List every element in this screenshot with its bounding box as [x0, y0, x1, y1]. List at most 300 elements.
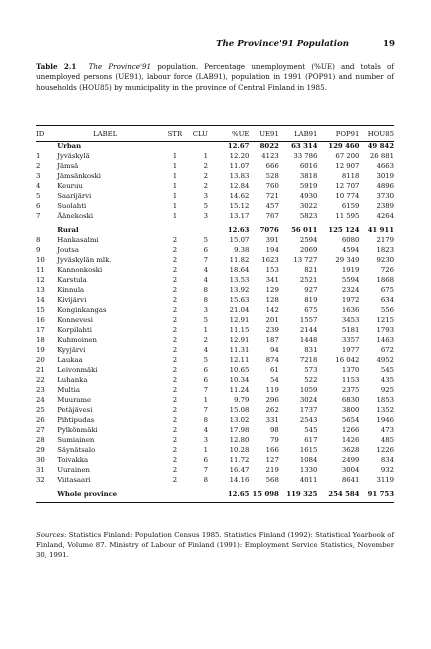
cell-str: 2 [172, 286, 178, 294]
cell-ue: 13.92 [229, 286, 250, 294]
cell-hou85: 672 [380, 346, 394, 354]
cell-hou85: 1215 [376, 316, 394, 324]
cell-clu: 2 [203, 336, 208, 344]
table-row [36, 475, 394, 485]
cell-ue91: 129 [265, 286, 279, 294]
cell-id [36, 225, 49, 235]
group-summary-row [36, 141, 394, 151]
cell-id: 24 [36, 396, 45, 404]
cell-ue: 12.65 [227, 490, 250, 498]
cell-str: 2 [172, 236, 178, 244]
cell-ue: 12.91 [229, 336, 250, 344]
cell-label: Jämsä [57, 162, 79, 170]
cell-str: 2 [172, 476, 178, 484]
cell-hou85: 4663 [376, 162, 394, 170]
cell-hou85: 1853 [376, 396, 394, 404]
cell-ue91: 7076 [259, 226, 279, 234]
table-row [36, 245, 394, 255]
cell-lab91: 522 [304, 376, 318, 384]
column-header-label: LABEL [93, 130, 118, 138]
cell-id: 11 [36, 266, 45, 274]
cell-id: 8 [36, 236, 41, 244]
cell-lab91: 1737 [299, 406, 318, 414]
cell-ue: 12.80 [229, 436, 250, 444]
cell-hou85: 634 [380, 296, 394, 304]
cell-pop91: 12 707 [335, 182, 360, 190]
cell-lab91: 56 011 [291, 226, 318, 234]
cell-ue91: 54 [270, 376, 279, 384]
cell-hou85: 4264 [376, 212, 394, 220]
cell-label: Whole province [57, 490, 118, 498]
table-row [36, 265, 394, 275]
cell-lab91: 617 [304, 436, 318, 444]
cell-clu: 3 [203, 212, 208, 220]
cell-str: 2 [172, 306, 178, 314]
cell-ue91: 666 [265, 162, 279, 170]
cell-ue91: 239 [265, 326, 279, 334]
cell-ue: 15.08 [229, 406, 250, 414]
cell-lab91: 3024 [299, 396, 318, 404]
cell-pop91: 8641 [341, 476, 360, 484]
cell-clu: 3 [203, 436, 208, 444]
cell-pop91: 1972 [341, 296, 360, 304]
cell-label: Korpilahti [57, 326, 92, 334]
cell-id: 26 [36, 416, 45, 424]
cell-ue91: 187 [265, 336, 279, 344]
cell-ue91: 296 [265, 396, 279, 404]
cell-ue: 17.98 [229, 426, 250, 434]
cell-ue: 11.31 [229, 346, 250, 354]
cell-str: 2 [172, 276, 178, 284]
cell-pop91: 1977 [341, 346, 360, 354]
cell-label: Kinnula [57, 286, 85, 294]
cell-ue91: 94 [270, 346, 279, 354]
cell-str: 2 [172, 466, 178, 474]
cell-hou85: 3019 [376, 172, 394, 180]
cell-id: 9 [36, 246, 41, 254]
cell-pop91: 2375 [341, 386, 360, 394]
cell-pop91: 3357 [341, 336, 360, 344]
cell-clu: 6 [203, 246, 208, 254]
sources-note [36, 530, 394, 561]
cell-ue: 15.63 [229, 296, 250, 304]
column-header-id: ID [36, 130, 45, 138]
cell-ue91: 767 [265, 212, 279, 220]
cell-str: 2 [172, 416, 178, 424]
cell-hou85: 4896 [376, 182, 394, 190]
cell-label: Petäjävesi [57, 406, 93, 414]
cell-label: Pihtipudas [57, 416, 95, 424]
cell-pop91: 6830 [341, 396, 360, 404]
cell-pop91: 254 584 [328, 490, 360, 498]
cell-hou85: 726 [380, 266, 394, 274]
cell-str: 1 [172, 192, 178, 200]
cell-label: Leivonmäki [57, 366, 98, 374]
table-row [36, 325, 394, 335]
municipality-table [36, 127, 394, 499]
cell-str: 1 [172, 152, 178, 160]
cell-id: 3 [36, 172, 41, 180]
cell-ue: 9.79 [234, 396, 250, 404]
cell-id: 31 [36, 466, 45, 474]
cell-ue: 10.28 [229, 446, 250, 454]
table-bottom-rule [36, 502, 394, 503]
cell-ue91: 15 098 [252, 490, 279, 498]
cell-lab91: 13 727 [293, 256, 318, 264]
cell-label: Multia [57, 386, 80, 394]
table-row [36, 201, 394, 211]
cell-pop91: 1426 [341, 436, 360, 444]
cell-ue: 11.15 [229, 326, 250, 334]
cell-ue91: 201 [265, 316, 279, 324]
cell-id: 23 [36, 386, 45, 394]
table-row [36, 181, 394, 191]
cell-lab91: 119 325 [286, 490, 318, 498]
cell-lab91: 819 [304, 296, 318, 304]
table-row [36, 355, 394, 365]
cell-clu: 8 [203, 416, 208, 424]
cell-clu: 2 [203, 162, 208, 170]
cell-ue91: 262 [265, 406, 279, 414]
cell-ue91: 98 [270, 426, 279, 434]
cell-id: 12 [36, 276, 45, 284]
cell-clu: 5 [203, 236, 208, 244]
cell-pop91: 5594 [341, 276, 360, 284]
cell-pop91: 29 349 [335, 256, 360, 264]
cell-str: 1 [172, 162, 178, 170]
table-row [36, 285, 394, 295]
cell-label: Kannonkoski [57, 266, 103, 274]
cell-ue91: 760 [265, 182, 279, 190]
cell-hou85: 2389 [376, 202, 394, 210]
cell-id: 2 [36, 162, 41, 170]
cell-clu: 5 [203, 356, 208, 364]
cell-ue: 12.20 [229, 152, 250, 160]
cell-ue: 12.91 [229, 316, 250, 324]
cell-ue91: 391 [265, 236, 279, 244]
cell-id: 13 [36, 286, 45, 294]
table-row [36, 365, 394, 375]
table-row [36, 415, 394, 425]
cell-str: 1 [172, 172, 178, 180]
table-row [36, 455, 394, 465]
cell-label: Toivakka [57, 456, 89, 464]
cell-hou85: 473 [380, 426, 394, 434]
column-header-str: STR [167, 130, 183, 138]
cell-lab91: 6016 [299, 162, 318, 170]
cell-id: 6 [36, 202, 41, 210]
cell-ue91: 219 [265, 466, 279, 474]
cell-id [36, 141, 49, 151]
cell-clu: 7 [203, 406, 208, 414]
cell-lab91: 927 [304, 286, 318, 294]
cell-clu: 1 [203, 396, 208, 404]
cell-id: 7 [36, 212, 41, 220]
table-row [36, 161, 394, 171]
cell-ue: 12.84 [229, 182, 250, 190]
cell-label: Joutsa [57, 246, 79, 254]
cell-label: Kuhmoinen [57, 336, 97, 344]
cell-hou85: 1226 [376, 446, 394, 454]
cell-pop91: 16 042 [335, 356, 360, 364]
cell-id: 17 [36, 326, 45, 334]
table-row [36, 211, 394, 221]
cell-lab91: 573 [304, 366, 318, 374]
cell-str: 2 [172, 346, 178, 354]
cell-label: Kivijärvi [57, 296, 87, 304]
cell-clu: 7 [203, 466, 208, 474]
cell-label: Urban [57, 142, 82, 150]
cell-id: 28 [36, 436, 45, 444]
cell-ue: 11.72 [229, 456, 250, 464]
cell-lab91: 4930 [299, 192, 318, 200]
table-number: Table 2.1 [36, 62, 77, 71]
cell-ue: 10.65 [229, 366, 250, 374]
cell-lab91: 5919 [299, 182, 318, 190]
cell-id: 10 [36, 256, 45, 264]
cell-ue91: 341 [265, 276, 279, 284]
cell-label: Viitasaari [57, 476, 91, 484]
cell-str: 2 [172, 446, 178, 454]
cell-hou85: 925 [380, 386, 394, 394]
cell-pop91: 1919 [341, 266, 360, 274]
cell-label: Konginkangas [57, 306, 107, 314]
cell-ue: 15.12 [229, 202, 250, 210]
table-row [36, 445, 394, 455]
cell-label: Rural [57, 226, 79, 234]
cell-pop91: 3628 [341, 446, 360, 454]
cell-str: 2 [172, 336, 178, 344]
cell-lab91: 1084 [299, 456, 318, 464]
cell-ue: 15.07 [229, 236, 250, 244]
cell-hou85: 1946 [376, 416, 394, 424]
cell-ue: 13.83 [229, 172, 250, 180]
cell-str: 2 [172, 386, 178, 394]
cell-lab91: 1448 [299, 336, 318, 344]
table-row [36, 255, 394, 265]
cell-clu: 6 [203, 456, 208, 464]
cell-label: Sumiainen [57, 436, 95, 444]
cell-str: 2 [172, 366, 178, 374]
cell-ue91: 8022 [259, 142, 279, 150]
cell-clu: 7 [203, 256, 208, 264]
cell-ue: 13.02 [229, 416, 250, 424]
column-header-ue91: UE91 [259, 130, 279, 138]
cell-ue91: 4123 [261, 152, 279, 160]
table-row [36, 275, 394, 285]
cell-str: 2 [172, 246, 178, 254]
cell-pop91: 67 200 [335, 152, 360, 160]
cell-label: Suolahti [57, 202, 87, 210]
cell-pop91: 2499 [341, 456, 360, 464]
cell-hou85: 49 842 [367, 142, 394, 150]
cell-pop91: 5181 [341, 326, 360, 334]
cell-ue: 12.63 [227, 226, 250, 234]
cell-ue: 21.04 [229, 306, 250, 314]
cell-id: 14 [36, 296, 45, 304]
table-row [36, 425, 394, 435]
cell-clu [189, 141, 214, 151]
cell-clu [189, 225, 214, 235]
table-row [36, 405, 394, 415]
cell-hou85: 2179 [376, 236, 394, 244]
cell-clu: 2 [203, 182, 208, 190]
group-summary-row [36, 225, 394, 235]
cell-pop91: 5654 [341, 416, 360, 424]
cell-pop91: 129 460 [328, 142, 360, 150]
caption-italic: The Province'91 [88, 62, 152, 71]
cell-clu: 2 [203, 172, 208, 180]
cell-ue91: 127 [265, 456, 279, 464]
cell-str: 2 [172, 356, 178, 364]
cell-clu: 6 [203, 376, 208, 384]
cell-label: Luhanka [57, 376, 88, 384]
cell-id: 18 [36, 336, 45, 344]
cell-label: Muurame [57, 396, 92, 404]
cell-hou85: 485 [380, 436, 394, 444]
cell-clu: 8 [203, 476, 208, 484]
cell-id: 16 [36, 316, 45, 324]
cell-clu: 3 [203, 306, 208, 314]
table-row [36, 315, 394, 325]
cell-str: 2 [172, 456, 178, 464]
cell-label: Äänekoski [57, 212, 94, 220]
cell-pop91: 8118 [341, 172, 360, 180]
cell-ue: 10.34 [229, 376, 250, 384]
cell-id: 5 [36, 192, 41, 200]
table-caption [36, 62, 394, 93]
cell-clu: 4 [203, 346, 208, 354]
cell-hou85: 3730 [376, 192, 394, 200]
cell-ue: 11.82 [229, 256, 250, 264]
cell-str: 2 [172, 296, 178, 304]
cell-lab91: 2521 [299, 276, 318, 284]
cell-str: 2 [172, 426, 178, 434]
cell-hou85: 91 753 [367, 490, 394, 498]
column-header-lab91: LAB91 [294, 130, 318, 138]
cell-clu: 3 [203, 192, 208, 200]
cell-id: 25 [36, 406, 45, 414]
cell-id [36, 489, 49, 499]
cell-ue: 11.07 [229, 162, 250, 170]
cell-lab91: 7218 [299, 356, 318, 364]
cell-label: Kyyjärvi [57, 346, 86, 354]
cell-pop91: 11 595 [335, 212, 360, 220]
cell-str: 1 [172, 182, 178, 190]
cell-hou85: 675 [380, 286, 394, 294]
cell-id: 32 [36, 476, 45, 484]
cell-lab91: 1059 [299, 386, 318, 394]
cell-pop91: 4594 [341, 246, 360, 254]
cell-ue: 16.47 [229, 466, 250, 474]
cell-label: Jyväskylän mlk. [57, 256, 112, 264]
cell-lab91: 545 [304, 426, 318, 434]
column-header-clu: CLU [192, 130, 208, 138]
cell-lab91: 33 786 [293, 152, 318, 160]
cell-ue91: 1623 [261, 256, 279, 264]
cell-ue91: 331 [265, 416, 279, 424]
cell-clu: 1 [203, 326, 208, 334]
cell-clu: 7 [203, 386, 208, 394]
cell-ue91: 79 [270, 436, 279, 444]
table-row [36, 235, 394, 245]
cell-pop91: 1370 [341, 366, 360, 374]
cell-ue: 9.38 [234, 246, 250, 254]
cell-ue91: 568 [265, 476, 279, 484]
cell-str: 2 [172, 326, 178, 334]
cell-pop91: 6080 [341, 236, 360, 244]
column-header-pct-ue: %UE [232, 130, 250, 138]
cell-hou85: 41 911 [367, 226, 394, 234]
cell-hou85: 435 [380, 376, 394, 384]
cell-label: Karstula [57, 276, 87, 284]
cell-id: 29 [36, 446, 45, 454]
cell-ue91: 119 [265, 386, 279, 394]
cell-str: 1 [172, 212, 178, 220]
cell-hou85: 4952 [376, 356, 394, 364]
cell-clu: 6 [203, 366, 208, 374]
cell-id: 15 [36, 306, 45, 314]
cell-hou85: 1823 [376, 246, 394, 254]
cell-label: Laukaa [57, 356, 83, 364]
cell-str: 2 [172, 436, 178, 444]
header-rule [36, 141, 394, 142]
cell-str: 2 [172, 376, 178, 384]
table-header-row [36, 127, 394, 141]
cell-pop91: 1636 [341, 306, 360, 314]
cell-id: 30 [36, 456, 45, 464]
cell-lab91: 63 314 [291, 142, 318, 150]
cell-ue91: 194 [265, 246, 279, 254]
cell-ue: 12.11 [229, 356, 250, 364]
cell-ue: 12.67 [227, 142, 250, 150]
cell-str: 2 [172, 396, 178, 404]
cell-clu: 1 [203, 152, 208, 160]
cell-label: Konnevesi [57, 316, 93, 324]
cell-ue91: 128 [265, 296, 279, 304]
cell-id: 22 [36, 376, 45, 384]
column-header-pop91: POP91 [335, 130, 360, 138]
cell-str [161, 141, 189, 151]
cell-pop91: 3800 [341, 406, 360, 414]
cell-pop91: 3453 [341, 316, 360, 324]
cell-label: Säynätsalo [57, 446, 96, 454]
cell-label: Jämsänkoski [57, 172, 101, 180]
table-row [36, 191, 394, 201]
cell-ue: 14.62 [229, 192, 250, 200]
cell-ue: 18.64 [229, 266, 250, 274]
cell-hou85: 545 [380, 366, 394, 374]
cell-ue: 11.24 [229, 386, 250, 394]
cell-lab91: 831 [304, 346, 318, 354]
cell-hou85: 1868 [376, 276, 394, 284]
cell-clu: 4 [203, 426, 208, 434]
cell-label: Keuruu [57, 182, 83, 190]
cell-ue91: 721 [265, 192, 279, 200]
cell-str: 1 [172, 202, 178, 210]
table-row [36, 335, 394, 345]
table-row [36, 171, 394, 181]
total-row [36, 489, 394, 499]
cell-id: 4 [36, 182, 41, 190]
cell-pop91: 1266 [341, 426, 360, 434]
cell-hou85: 1352 [376, 406, 394, 414]
cell-hou85: 26 881 [369, 152, 394, 160]
cell-clu: 8 [203, 296, 208, 304]
table-row [36, 385, 394, 395]
cell-ue: 14.16 [229, 476, 250, 484]
cell-ue: 13.17 [229, 212, 250, 220]
